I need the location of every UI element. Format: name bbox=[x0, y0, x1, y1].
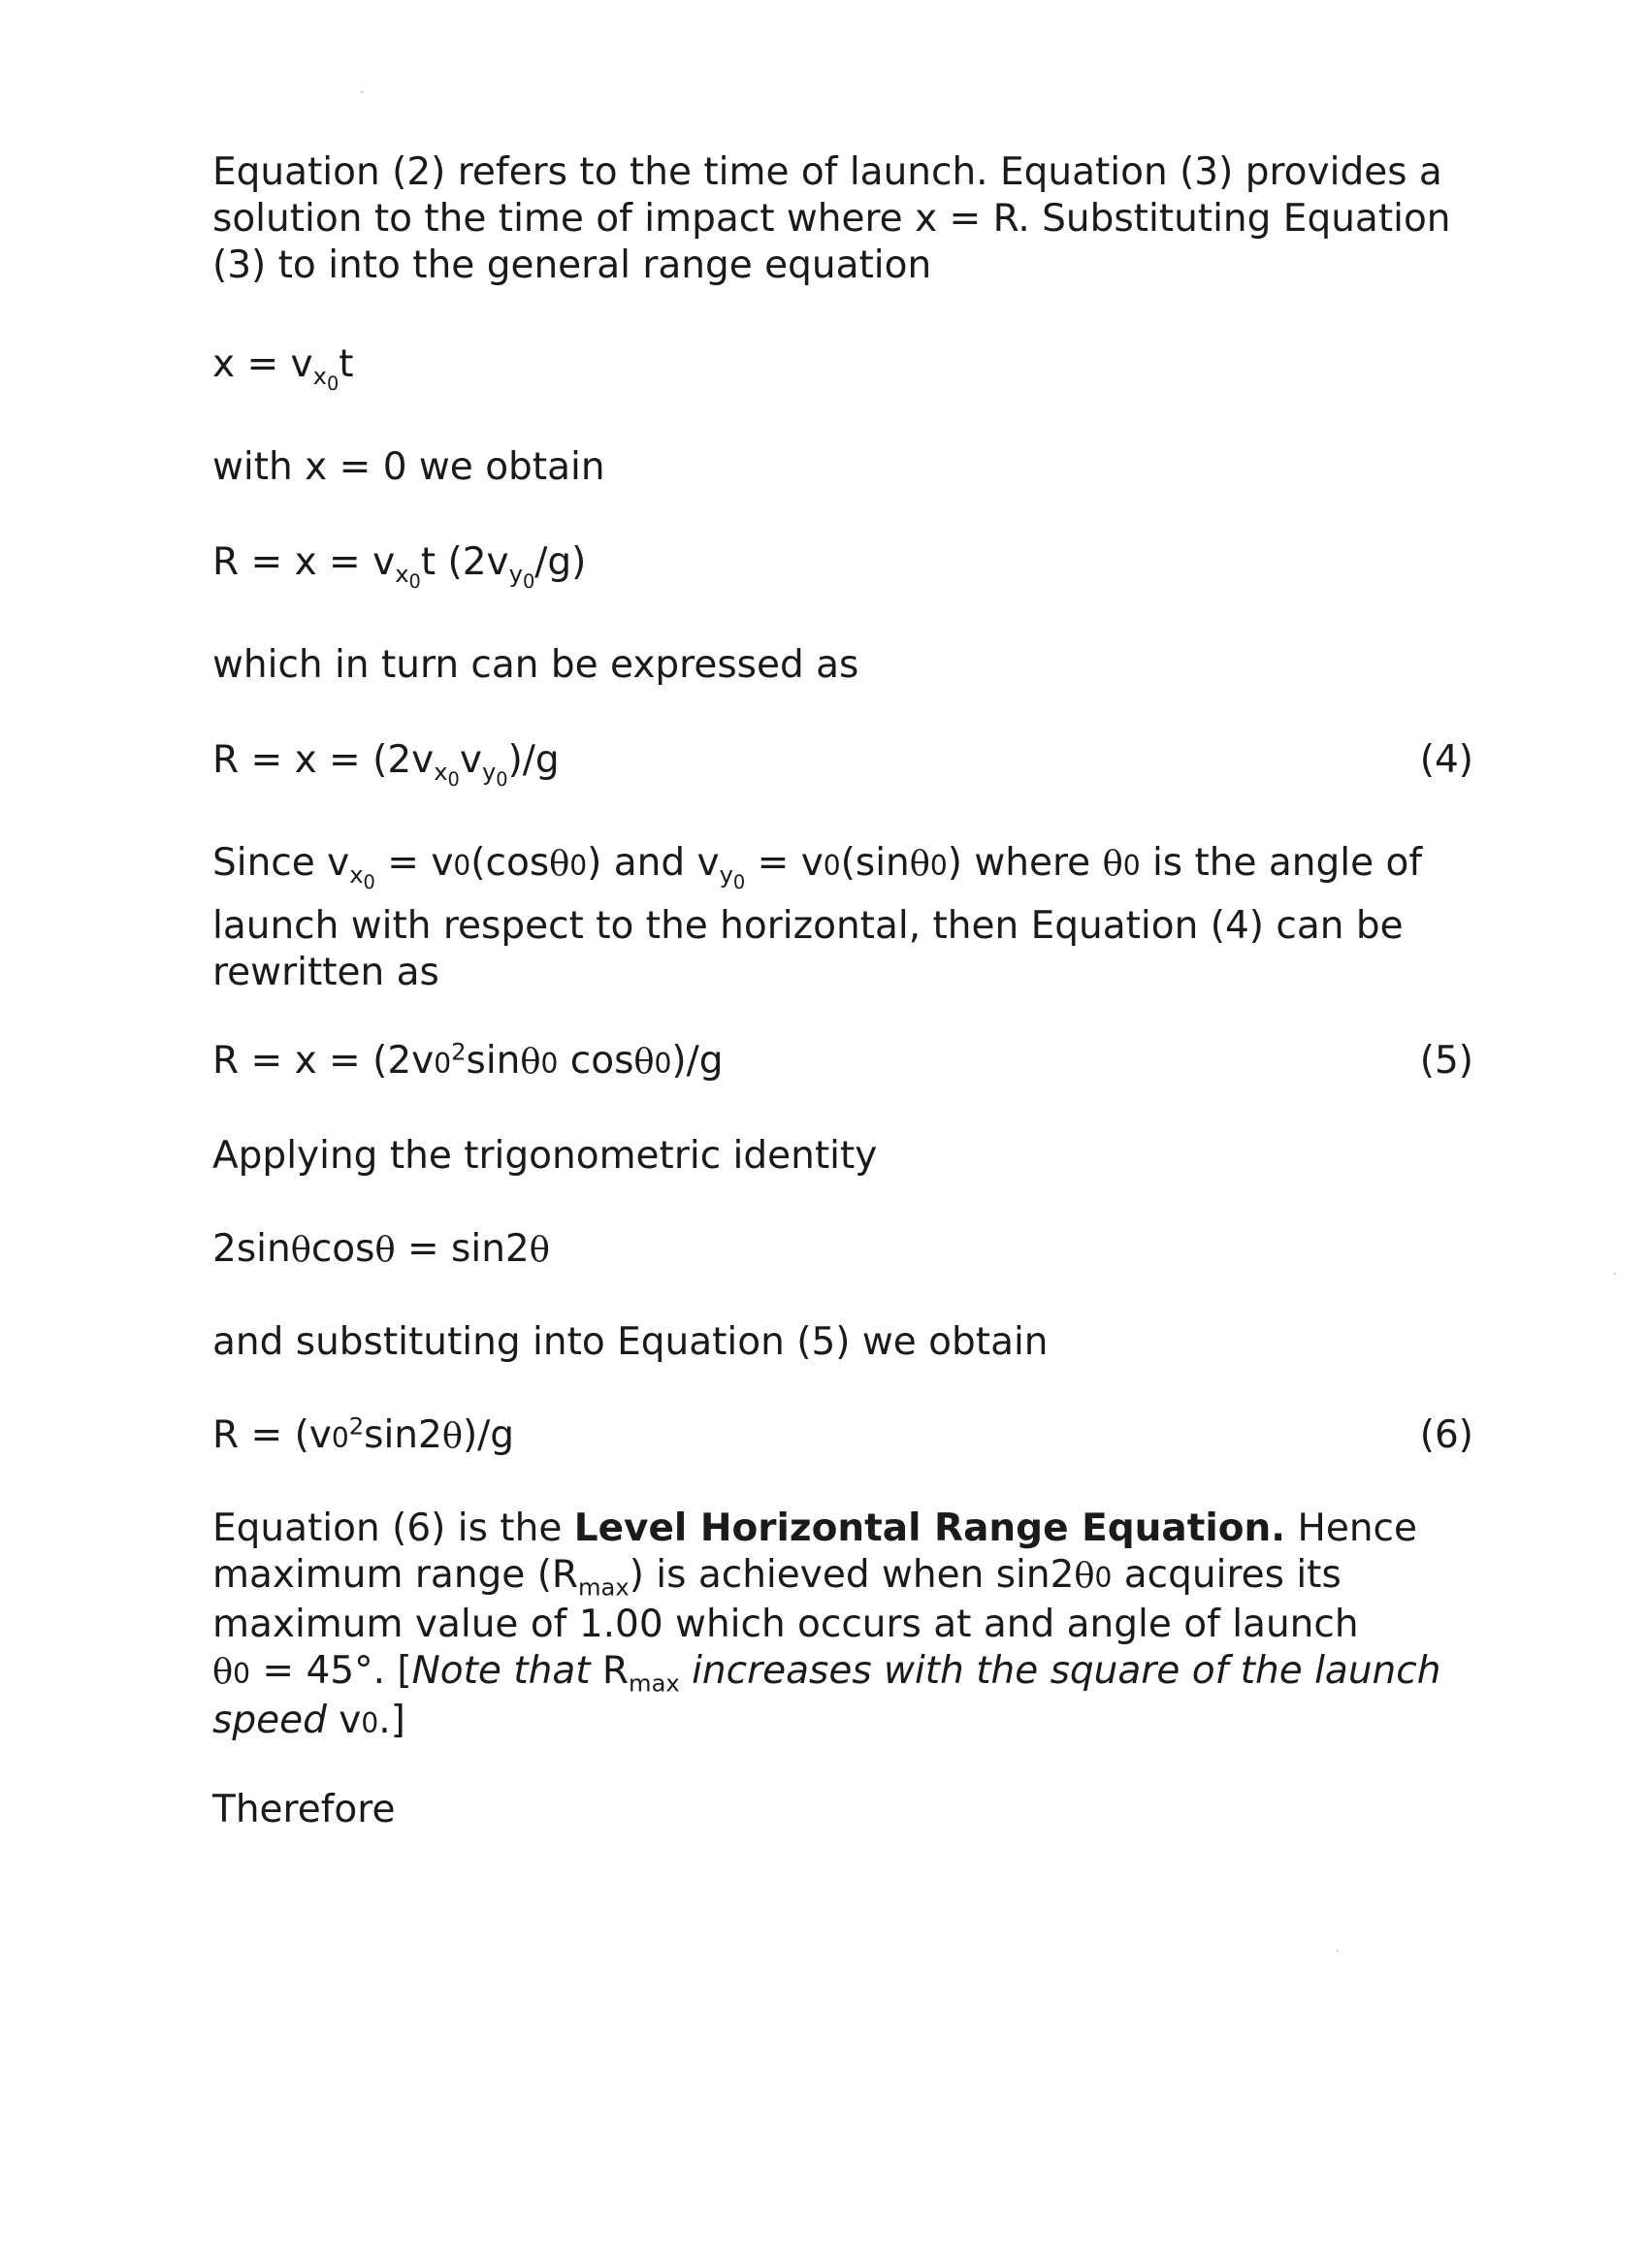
equation-range-time: $R = x = v_{x_0}t$ $(2v_{y_0}/g)$ bbox=[212, 540, 587, 594]
text-line: solution to the time of impact where x = R. Substituting Equation bbox=[212, 197, 1451, 241]
text-line: (3) to into the general range equation bbox=[212, 243, 932, 287]
equation-number: (6) bbox=[1419, 1413, 1473, 1457]
paragraph-intro bbox=[212, 149, 1473, 289]
equation-range-general: $x = v_{x_0}t$ bbox=[212, 342, 354, 396]
text-line: Since $v_{x_0} = v0(\cos\theta 0)$ and $v_{y_0} = v0(\sin\theta 0)$ where θ0 is the angle of bbox=[212, 841, 1423, 894]
text-therefore: Therefore bbox=[212, 1788, 396, 1831]
text-line: launch with respect to the horizontal, then Equation (4) can be bbox=[212, 904, 1404, 948]
scan-speck bbox=[1337, 1950, 1339, 1952]
text-line: rewritten as bbox=[212, 951, 439, 994]
equation-5: $R = x = (2v0^2\sin\theta 0$ cosθ0)/g (5) bbox=[212, 1038, 1473, 1083]
text-line: speed v0.] bbox=[212, 1699, 405, 1742]
equation-4: $R = x = (2v_{x_0}v_{y_0})/g$ (4) bbox=[212, 738, 1473, 792]
equation-6: $R = (v0^2\sin 2\theta)/g$ (6) bbox=[212, 1412, 1473, 1457]
text-substituting: and substituting into Equation (5) we obtain bbox=[212, 1320, 1049, 1364]
scan-speck bbox=[361, 91, 363, 93]
paragraph-since bbox=[212, 840, 1473, 996]
text-applying: Applying the trigonometric identity bbox=[212, 1134, 878, 1178]
bold-term: Level Horizontal Range Equation. bbox=[573, 1507, 1286, 1550]
equation-identity: 2sinθcosθ = sin2θ bbox=[212, 1227, 550, 1271]
text-line: θ0 = 45°. [Note that $R_{max}$ increases with the square of the launch bbox=[212, 1649, 1441, 1698]
scan-speck bbox=[1614, 1273, 1616, 1275]
equation-number: (4) bbox=[1419, 738, 1473, 782]
text-line: maximum value of 1.00 which occurs at and angle of launch bbox=[212, 1603, 1359, 1646]
text-line: Equation (2) refers to the time of launch. Equation (3) provides a bbox=[212, 150, 1442, 194]
paragraph-conclusion bbox=[212, 1506, 1473, 1747]
text-line: maximum range $(R_{max})$ is achieved when sin2θ0 acquires its bbox=[212, 1553, 1342, 1602]
equation-number: (5) bbox=[1419, 1039, 1473, 1083]
text-line: Equation (6) is the Level Horizontal Range Equation. Hence bbox=[212, 1507, 1417, 1550]
text-which-in-turn: which in turn can be expressed as bbox=[212, 643, 859, 687]
text-with-x0: with x = 0 we obtain bbox=[212, 445, 605, 489]
